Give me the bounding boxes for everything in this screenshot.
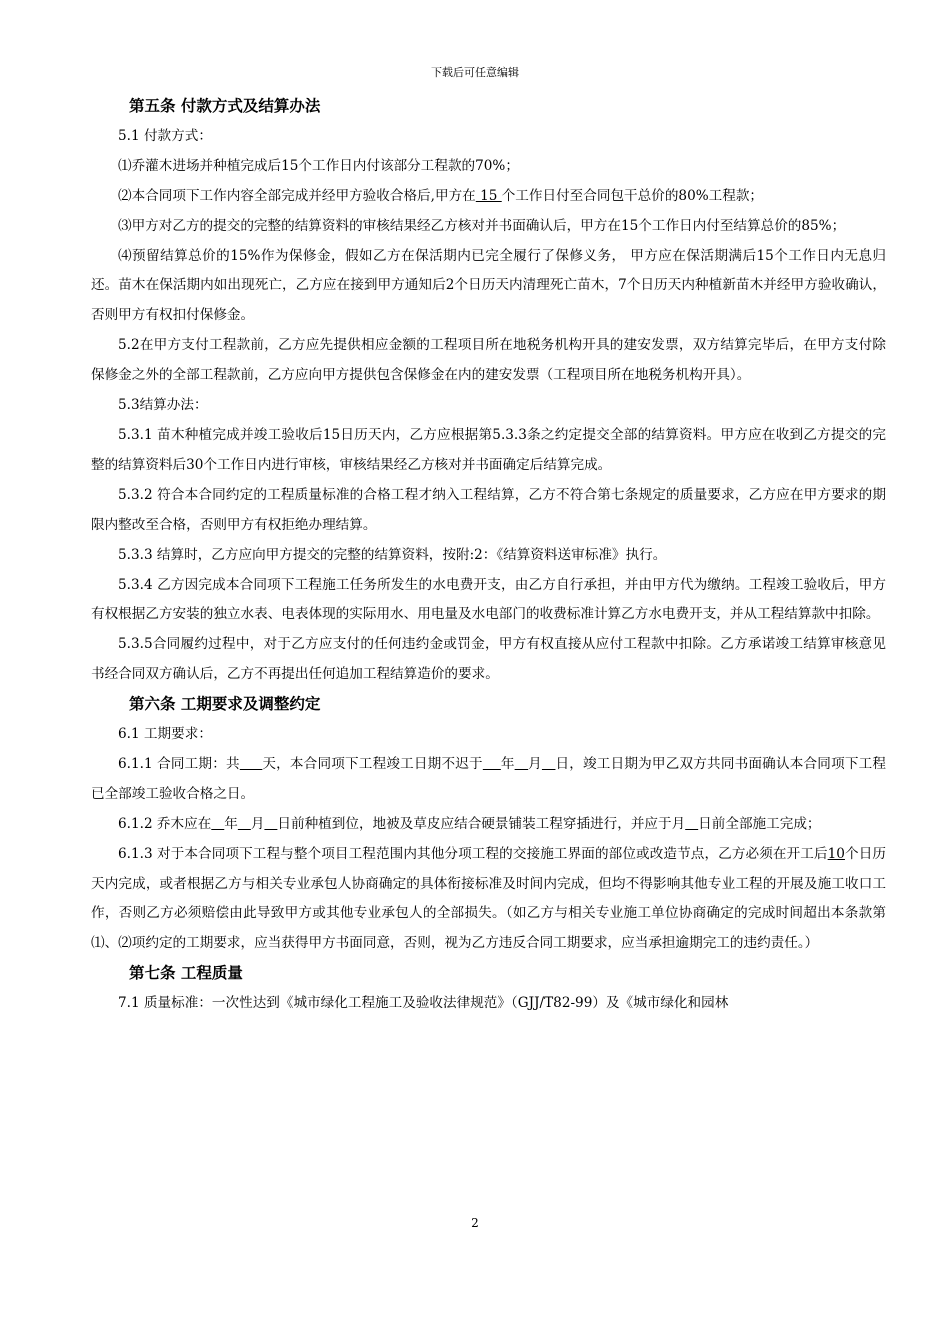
section-7-heading: 第七条 工程质量 [129,964,243,983]
clause-6-1: 6.1 工期要求： [118,726,212,743]
clause-5-1-1: ⑴乔灌木进场并种植完成后15个工作日内付该部分工程款的70%； [118,157,519,174]
blank-field [483,756,501,772]
clause-5-3: 5.3结算办法： [118,397,208,414]
document-body [91,92,886,1019]
clause-5-3-4: 5.3.4 乙方因完成本合同项下工程施工任务所发生的水电费开支，由乙方自行承担，并由甲方代为缴纳。工程竣工验收后，甲方有权根据乙方安装的独立水表、电表体现的实际用水、用电量及水电部门的收费标准计算乙方水电费开支，并从工程结算款中扣除。 [91,576,886,623]
underlined-days: 10 [827,845,845,862]
blank-field [542,756,556,772]
clause-5-3-3: 5.3.3 结算时，乙方应向甲方提交的完整的结算资料，按附:2：《结算资料送审标准》执行。 [118,546,667,563]
clause-7-1: 7.1 质量标准：一次性达到《城市绿化工程施工及验收法律规范》（GJJ/T82-99）及《城市绿化和园林 [118,995,729,1012]
clause-6-1-2: 6.1.2 乔木应在 年 月 日前种植到位，地被及草皮应结合硬景铺装工程穿插进行，并应于月 日前全部施工完成； [118,815,821,832]
blank-field [264,816,277,832]
clause-5-1-2: ⑵本合同项下工作内容全部完成并经甲方验收合格后,甲方在 15 个工作日付至合同包干总价的80%工程款； [118,187,764,204]
clause-5-3-1: 5.3.1 苗木种植完成并竣工验收后15日历天内，乙方应根据第5.3.3条之约定提交全部的结算资料。甲方应在收到乙方提交的完整的结算资料后30个工作日内进行审核，审核结果经乙方核对并书面确定后结算完成。 [91,426,886,473]
clause-5-1-4: ⑷预留结算总价的15%作为保修金，假如乙方在保活期内已完全履行了保修义务， 甲方应在保活期满后15个工作日内无息归还。苗木在保活期内如出现死亡，乙方应在接到甲方通知后2个日历天内清理死亡苗木，7个日历天内种植新苗木并经甲方验收确认，否则甲方有权扣付保修金。 [91,247,886,324]
section-6-heading: 第六条 工期要求及调整约定 [129,695,321,714]
clause-5-1-3: ⑶甲方对乙方的提交的完整的结算资料的审核结果经乙方核对并书面确认后，甲方在15个工作日内付至结算总价的85%； [118,217,846,234]
clause-5-2: 5.2在甲方支付工程款前，乙方应先提供相应金额的工程项目所在地税务机构开具的建安发票，双方结算完毕后，在甲方支付除保修金之外的全部工程款前，乙方应向甲方提供包含保修金在内的建安发票（工程项目所在地税务机构开具）。 [91,337,886,384]
blank-field [240,756,263,772]
clause-5-1: 5.1 付款方式： [118,127,212,144]
blank-field [211,816,224,832]
clause-6-1-3: 6.1.3 对于本合同项下工程与整个项目工程范围内其他分项工程的交接施工界面的部位或改造节点，乙方必须在开工后10个日历天内完成，或者根据乙方与相关专业承包人协商确定的具体衔接标准及时间内完成，但均不得影响其他专业工程的开展及施工收口工作，否则乙方必须赔偿由此导致甲方或其他专业承包人的全部损失。（如乙方与相关专业施工单位协商确定的完成时间超出本条款第⑴、⑵项约定的工期要求，应当获得甲方书面同意，否则，视为乙方违反合同工期要求，应当承担逾期完工的违约责任。） [91,845,887,952]
page-header: 下载后可任意编辑 [431,66,519,79]
underlined-days: 15 [475,187,502,204]
blank-field [238,816,251,832]
section-5-heading: 第五条 付款方式及结算办法 [129,97,321,115]
page-number: 2 [471,1216,479,1230]
clause-5-3-5: 5.3.5合同履约过程中，对于乙方应支付的任何违约金或罚金，甲方有权直接从应付工程款中扣除。乙方承诺竣工结算审核意见书经合同双方确认后，乙方不再提出任何追加工程结算造价的要求。 [91,636,886,683]
clause-5-3-2: 5.3.2 符合本合同约定的工程质量标准的合格工程才纳入工程结算，乙方不符合第七条规定的质量要求，乙方应在甲方要求的期限内整改至合格，否则甲方有权拒绝办理结算。 [91,486,886,533]
clause-6-1-1: 6.1.1 合同工期：共 天，本合同项下工程竣工日期不迟于 年 月 日，竣工日期为甲乙双方共同书面确认本合同项下工程已全部竣工验收合格之日。 [91,755,887,802]
blank-field [515,756,529,772]
blank-field [685,816,698,832]
